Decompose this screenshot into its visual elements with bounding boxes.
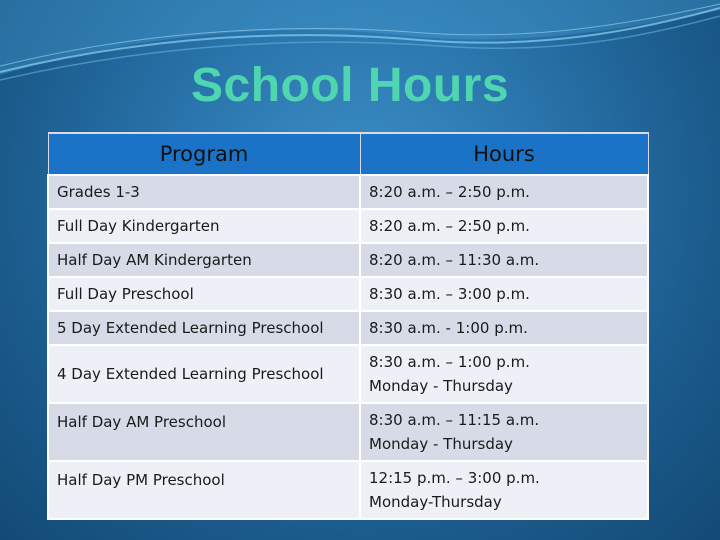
table-row [48, 243, 648, 277]
hours-cell [360, 175, 648, 209]
hours-line: 8:20 a.m. – 2:50 p.m. [369, 217, 530, 235]
table-row [48, 175, 648, 209]
hours-cell [360, 461, 648, 519]
program-cell: Grades 1-3 [48, 175, 360, 209]
hours-line: 8:20 a.m. – 2:50 p.m. [369, 183, 530, 201]
program-cell: Half Day AM Preschool [48, 403, 360, 461]
hours-line: 8:20 a.m. – 11:30 a.m. [369, 251, 540, 269]
hours-cell [360, 345, 648, 403]
hours-cell [360, 243, 648, 277]
hours-cell [360, 311, 648, 345]
page-title: School Hours [190, 59, 510, 112]
table-header-row [48, 133, 648, 175]
program-cell: Half Day AM Kindergarten [48, 243, 360, 277]
hours-line: 8:30 a.m. – 11:15 a.m. [369, 411, 540, 429]
table-row [48, 311, 648, 345]
program-cell: Half Day PM Preschool [48, 461, 360, 519]
program-cell: Full Day Kindergarten [48, 209, 360, 243]
hours-cell [360, 403, 648, 461]
hours-cell [360, 209, 648, 243]
program-cell: 4 Day Extended Learning Preschool [48, 345, 360, 403]
hours-line: 8:30 a.m. - 1:00 p.m. [369, 319, 528, 337]
school-hours-table [47, 132, 649, 520]
header-program: Program [48, 133, 360, 175]
hours-line: 12:15 p.m. – 3:00 p.m. [369, 469, 540, 487]
hours-line: 8:30 a.m. – 1:00 p.m. [369, 353, 530, 371]
table-row [48, 277, 648, 311]
table-row [48, 345, 648, 403]
table-row [48, 209, 648, 243]
hours-cell [360, 277, 648, 311]
hours-line: 8:30 a.m. – 3:00 p.m. [369, 285, 530, 303]
days-line: Monday-Thursday [369, 493, 502, 511]
days-line: Monday - Thursday [369, 377, 513, 395]
header-hours: Hours [360, 133, 648, 175]
program-cell: Full Day Preschool [48, 277, 360, 311]
program-cell: 5 Day Extended Learning Preschool [48, 311, 360, 345]
days-line: Monday - Thursday [369, 435, 513, 453]
table-row [48, 461, 648, 519]
table-row [48, 403, 648, 461]
